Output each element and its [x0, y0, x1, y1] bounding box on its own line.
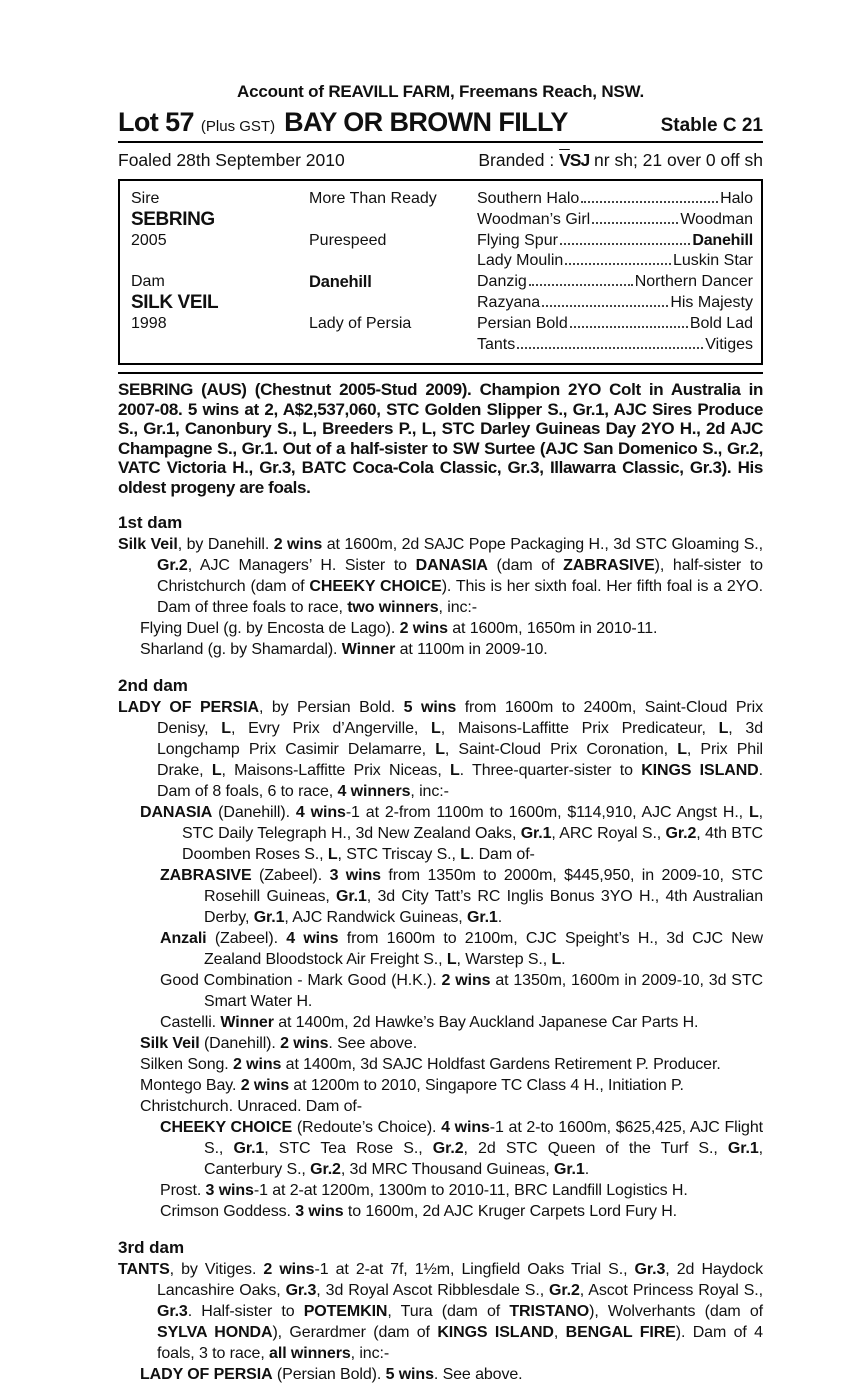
pedigree-entry: CHEEKY CHOICE (Redoute’s Choice). 4 wins-1 at 2-to 1600m, $625,425, AJC Flight S., Gr.1, STC Tea Rose S., Gr.2, 2d STC Queen of the Turf S., Gr.1, Canterbury S., Gr.2, 3d MRC Thousand Guineas, Gr.1. — [160, 1119, 763, 1179]
dot-leader — [517, 347, 703, 349]
pedigree-row — [477, 314, 753, 335]
pedigree-cell — [309, 293, 477, 314]
pedigree-cell: Sire — [131, 190, 160, 207]
pedigree-entry: ZABRASIVE (Zabeel). 3 wins from 1350m to 2000m, $445,950, in 2009-10, STC Rosehill Guineas, Gr.1, 3d City Tatt’s RC Inglis Bonus 3YO H., 4th Australian Derby, Gr.1, AJC Randwick Guineas, Gr.1. — [160, 867, 763, 927]
pedigree-row — [477, 293, 753, 314]
pedigree-cell: 1998 — [131, 314, 167, 332]
dam-heading: 3rd dam — [118, 1238, 185, 1258]
ancestor-name: Southern Halo — [477, 190, 580, 207]
pedigree-cell — [309, 210, 477, 231]
pedigree-cell: 2005 — [131, 231, 167, 249]
lot-header-row — [118, 107, 763, 138]
pedigree-entry: Christchurch. Unraced. Dam of- — [140, 1098, 362, 1116]
pedigree-col-greatgrandparents — [477, 189, 753, 355]
pedigree-cell — [309, 335, 477, 356]
ancestor-name: Woodman’s Girl — [477, 210, 591, 228]
pedigree-entry: Castelli. Winner at 1400m, 2d Hawke’s Bay Auckland Japanese Car Parts H. — [160, 1014, 699, 1032]
pedigree-cell — [131, 335, 309, 356]
pedigree-cell — [131, 251, 309, 272]
header-divider — [118, 141, 763, 143]
pedigree-entry: Sharland (g. by Shamardal). Winner at 1100m in 2009-10. — [140, 641, 548, 659]
dot-leader — [570, 326, 688, 328]
stable-label: Stable C 21 — [660, 115, 763, 136]
pedigree-entry: DANASIA (Danehill). 4 wins-1 at 2-from 1100m to 1600m, $114,910, AJC Angst H., L, STC Daily Telegraph H., 3d New Zealand Oaks, Gr.1, ARC Royal S., Gr.2, 4th BTC Doomben Roses S., L, STC Triscay S., L. Dam of- — [140, 804, 763, 864]
pedigree-row — [477, 251, 753, 272]
ancestor-sire-name: Luskin Star — [672, 252, 753, 270]
ancestor-name: Tants — [477, 335, 516, 353]
dot-leader — [560, 243, 690, 245]
brand-info — [478, 149, 763, 171]
pedigree-cell: Lady of Persia — [309, 314, 412, 332]
pedigree-entry: Prost. 3 wins-1 at 2-at 1200m, 1300m to 2010-11, BRC Landfill Logistics H. — [160, 1182, 688, 1200]
lot-title: BAY OR BROWN FILLY — [284, 107, 568, 137]
pedigree-cell: More Than Ready — [309, 190, 437, 207]
dot-leader — [581, 201, 718, 203]
pedigree-col-sire-dam — [131, 189, 309, 355]
ancestor-name: Flying Spur — [477, 231, 558, 249]
dam-sections — [118, 512, 763, 1385]
pedigree-entry: Montego Bay. 2 wins at 1200m to 2010, Singapore TC Class 4 H., Initiation P. — [140, 1077, 684, 1095]
pedigree-entry: LADY OF PERSIA, by Persian Bold. 5 wins from 1600m to 2400m, Saint-Cloud Prix Denisy, L, Evry Prix d’Angerville, L, Maisons-Laffitte Prix Predicateur, L, 3d Longchamp Prix Casimir Delamarre, L, Saint-Cloud Prix Coronation, L, Prix Phil Drake, L, Maisons-Laffitte Prix Niceas, L. Three-quarter-sister to KINGS ISLAND. Dam of 8 foals, 6 to race, 4 winners, inc:- — [118, 699, 763, 801]
dam-heading: 1st dam — [118, 513, 183, 533]
ancestor-name: Razyana — [477, 293, 541, 311]
pedigree-row — [477, 210, 753, 231]
pedigree-cell: SEBRING — [131, 208, 215, 230]
lot-number: Lot 57 — [118, 107, 194, 137]
pedigree-table — [118, 179, 763, 365]
dot-leader — [565, 263, 671, 265]
foaled-row — [118, 149, 763, 171]
pedigree-entry: Crimson Goddess. 3 wins to 1600m, 2d AJC Kruger Carpets Lord Fury H. — [160, 1203, 677, 1221]
gst-note: (Plus GST) — [200, 118, 276, 135]
pedigree-row — [477, 231, 753, 252]
pedigree-row — [477, 189, 753, 210]
pedigree-cell: Danehill — [309, 273, 372, 292]
ancestor-name: Danzig — [477, 273, 527, 291]
pedigree-cell: SILK VEIL — [131, 291, 219, 313]
account-line: Account of REAVILL FARM, Freemans Reach, NSW. — [237, 82, 644, 101]
pedigree-entry: Silk Veil, by Danehill. 2 wins at 1600m, 2d SAJC Pope Packaging H., 3d STC Gloaming S., Gr.2, AJC Managers’ H. Sister to DANASIA (dam of ZABRASIVE), half-sister to Christchurch (dam of CHEEKY CHOICE). This is her sixth foal. Her fifth foal is a 2YO. Dam of three foals to race, two winners, inc:- — [118, 536, 763, 617]
ancestor-sire-name: Woodman — [680, 210, 753, 228]
pedigree-row — [477, 335, 753, 356]
brand-prefix: Branded : — [478, 150, 560, 170]
pedigree-cell — [309, 251, 477, 272]
brand-mark: $\overline{V}SJ$ — [559, 150, 590, 170]
foaled-date: Foaled 28th September 2010 — [118, 150, 345, 170]
ancestor-sire-name: Bold Lad — [689, 314, 753, 332]
brand-suffix: nr sh; 21 over 0 off sh — [589, 150, 763, 170]
sire-summary-divider — [118, 372, 763, 374]
pedigree-entry: LADY OF PERSIA (Persian Bold). 5 wins. See above. — [140, 1366, 523, 1384]
pedigree-col-grandparents — [309, 189, 477, 355]
dot-leader — [592, 222, 678, 224]
ancestor-sire-name: Vitiges — [705, 335, 753, 353]
dot-leader — [529, 284, 633, 286]
dam-heading: 2nd dam — [118, 676, 188, 696]
pedigree-cell: Dam — [131, 273, 165, 291]
ancestor-sire-name: Halo — [720, 190, 753, 207]
pedigree-entry: Good Combination - Mark Good (H.K.). 2 wins at 1350m, 1600m in 2009-10, 3d STC Smart Water H. — [160, 972, 764, 1011]
sire-summary-paragraph: SEBRING (AUS) (Chestnut 2005-Stud 2009). Champion 2YO Colt in Australia in 2007-08. 5 wins at 2, A$2,537,060, STC Golden Slipper S., Gr.1, AJC Sires Produce S., Gr.1, Canonbury S., L, Breeders P., L, STC Darley Guineas Day 2YO H., 2d AJC Champagne S., Gr.1. Out of a half-sister to SW Surtee (AJC San Domenico S., Gr.2, VATC Victoria H., Gr.3, BATC Coca-Cola Classic, Gr.3, Illawarra Classic, Gr.3). His oldest progeny are foals. — [118, 380, 763, 497]
pedigree-entry: Silken Song. 2 wins at 1400m, 3d SAJC Holdfast Gardens Retirement P. Producer. — [140, 1056, 721, 1074]
dot-leader — [542, 305, 668, 307]
ancestor-name: Persian Bold — [477, 314, 568, 332]
pedigree-row — [477, 272, 753, 293]
pedigree-entry: TANTS, by Vitiges. 2 wins-1 at 2-at 7f, 1½m, Lingfield Oaks Trial S., Gr.3, 2d Haydock Lancashire Oaks, Gr.3, 3d Royal Ascot Ribblesdale S., Gr.2, Ascot Princess Royal S., Gr.3. Half-sister to POTEMKIN, Tura (dam of TRISTANO), Wolverhants (dam of SYLVA HONDA), Gerardmer (dam of KINGS ISLAND, BENGAL FIRE). Dam of 4 foals, 3 to race, all winners, inc:- — [118, 1261, 763, 1363]
pedigree-cell: Purespeed — [309, 231, 387, 249]
ancestor-sire-name: Northern Dancer — [634, 273, 753, 291]
pedigree-entry: Flying Duel (g. by Encosta de Lago). 2 wins at 1600m, 1650m in 2010-11. — [140, 620, 658, 638]
ancestor-sire-name: His Majesty — [670, 293, 753, 311]
pedigree-entry: Anzali (Zabeel). 4 wins from 1600m to 2100m, CJC Speight’s H., 3d CJC New Zealand Bloodstock Air Freight S., L, Warstep S., L. — [160, 930, 763, 969]
ancestor-name: Lady Moulin — [477, 252, 564, 270]
ancestor-sire-name: Danehill — [692, 231, 753, 249]
pedigree-entry: Silk Veil (Danehill). 2 wins. See above. — [140, 1035, 418, 1053]
